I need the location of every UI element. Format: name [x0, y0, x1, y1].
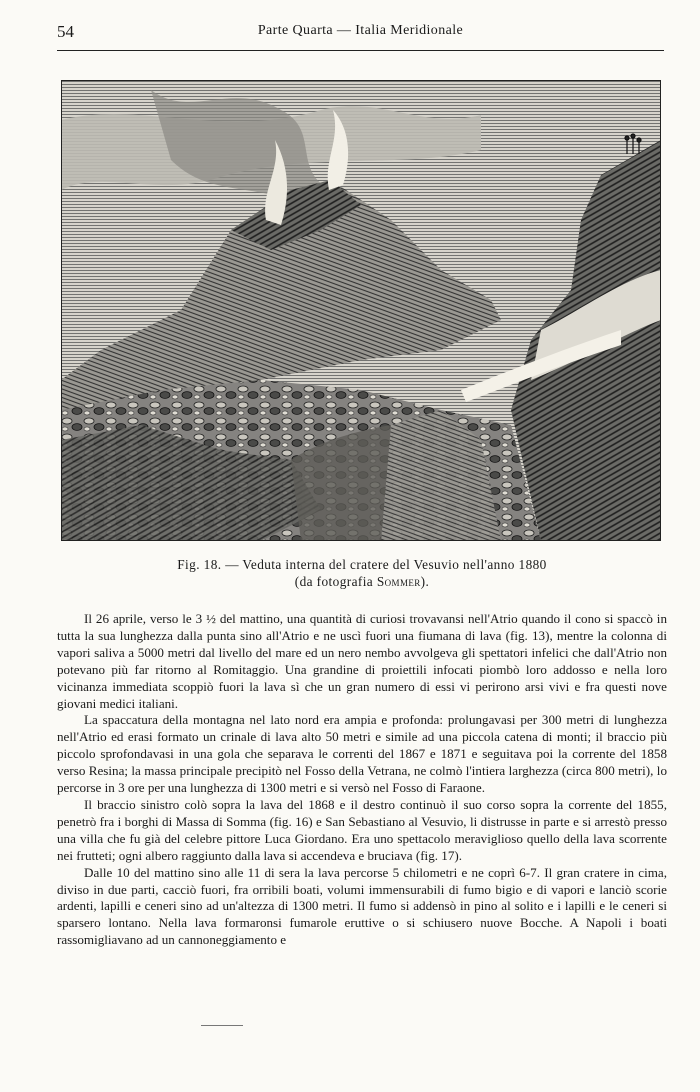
- header-rule: [57, 50, 664, 51]
- caption-line-2: [60, 573, 664, 590]
- caption-photographer: Sommer: [376, 574, 421, 589]
- paragraph-mountain-fissure: La spaccatura della montagna nel lato nord era ampia e profonda: prolungavasi per 300 metri di lunghezza nell'Atrio ed erasi formato un crinale di lava alto 50 metri e simile ad una piccola catena di monti; il braccio più piccolo sprofondavasi in una gola che separava le correnti del 1867 e 1871 e seguitava poi la corrente del 1858 verso Resina; la massa principale precipitò nel Fosso della Vetrana, ne colmò l'intiera larghezza (circa 800 metri), lo percorse in 3 ore per una lunghezza di 1300 metri e si versò nel Fosso di Faraone.: [57, 712, 667, 796]
- figure-caption: [60, 556, 664, 590]
- page-header: [57, 22, 664, 44]
- vesuvius-crater-engraving: [61, 80, 661, 541]
- paragraph-lava-branches: Il braccio sinistro colò sopra la lava del 1868 e il destro continuò il suo corso sopra la corrente del 1855, penetrò fra i borghi di Massa di Somma (fig. 16) e San Sebastiano al Vesuvio, li distrusse in parte e si arrestò presso una villa che fu già del celebre pittore Luca Giordano. Era uno spettacolo meraviglioso quello della lava scorrente nei frutteti; ogni albero raggiunto dalla lava si accendeva e bruciava (fig. 17).: [57, 796, 667, 863]
- caption-source-suffix: ).: [420, 574, 430, 589]
- caption-line-1: Fig. 18. — Veduta interna del cratere del Vesuvio nell'anno 1880: [177, 557, 547, 572]
- paragraph-eruption-start: Il 26 aprile, verso le 3 ½ del mattino, una quantità di curiosi trovavansi nell'Atrio quando il cono si spaccò in tutta la sua lunghezza dalla punta sino all'Atrio e ne uscì fuori una fiumana di lava (fig. 13), mentre la colonna di vapori saliva a 5000 metri dal livello del mare ed un nero nembo avvolgeva gli spettatori infelici che dall'Atrio non potevano più far ritorno al Romitaggio. Una grandine di proiettili infocati piombò loro addosso e nella loro vicinanza immediata scoppiò fuori la lava sì che un gran numero di essi vi perirono arsi vivi e fra questi nove giovani medici italiani.: [57, 611, 667, 711]
- caption-source-prefix: (da fotografia: [294, 574, 377, 589]
- running-title: Parte Quarta — Italia Meridionale: [257, 23, 464, 38]
- page-number: 54: [57, 22, 74, 41]
- paragraph-lava-extent: Dalle 10 del mattino sino alle 11 di sera la lava percorse 5 chilometri e ne coprì 6-7. Il gran cratere in cima, diviso in due parti, cacciò fuori, fra orribili boati, volumi immensurabili di fumo bigio e di vapori e lanciò scorie ardenti, lapilli e ceneri sino ad un'altezza di 1300 metri. Il fumo si addensò in pino al solito e i lapilli e le ceneri si sparsero lontano. Nella lava formaronsi fumarole eruttive o si schiusero nuove Bocche. A Napoli i boati rassomigliavano ad un cannoneggiamento e: [57, 864, 667, 948]
- body-text: [57, 611, 667, 949]
- footer-mark: [201, 1025, 243, 1026]
